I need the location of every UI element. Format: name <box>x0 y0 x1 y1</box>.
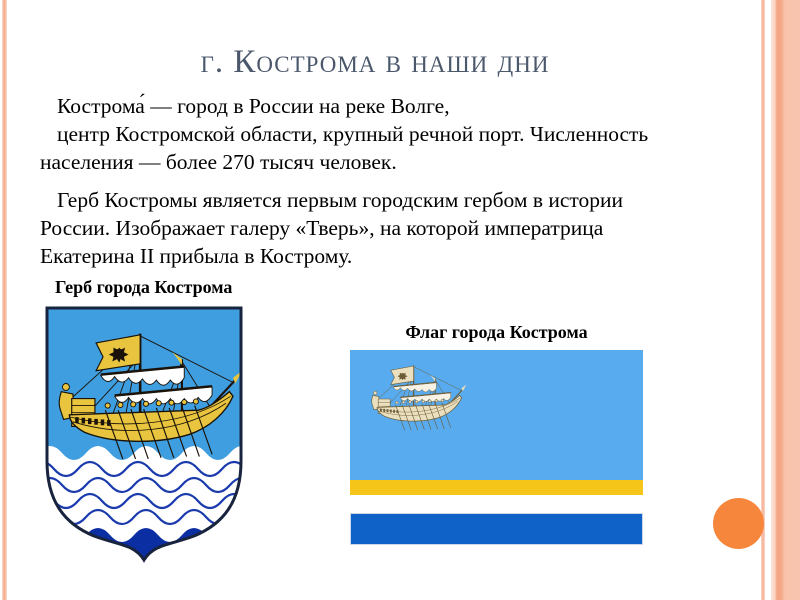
coat-of-arms-caption: Герб города Кострома <box>55 277 233 297</box>
body-line: центр Костромской области, крупный речной порт. Численность <box>57 122 649 146</box>
slide-title: г. Кострома в наши дни <box>200 44 550 80</box>
body-line: Герб Костромы является первым городским гербом в истории <box>57 188 624 212</box>
flag-field <box>350 350 643 480</box>
right-edge-stripe <box>761 0 765 600</box>
flag-image <box>350 350 643 545</box>
right-edge-band <box>771 0 800 600</box>
slide-body <box>40 92 764 270</box>
coat-of-arms-image <box>42 303 246 563</box>
body-line: населения — более 270 тысяч человек. <box>40 150 397 174</box>
flag-stripe-yellow <box>350 480 643 495</box>
left-edge-stripe <box>2 0 7 600</box>
flag-stripe-blue <box>350 513 643 545</box>
body-line: Екатерина II прибыла в Кострому. <box>40 244 353 268</box>
body-line: Кострома́ — город в России на реке Волге, <box>57 94 450 118</box>
galley-ship-icon <box>372 365 467 430</box>
body-line: России. Изображает галеру «Тверь», на которой императрица <box>40 216 604 240</box>
flag-caption: Флаг города Кострома <box>405 322 588 342</box>
flag-stripe-white <box>350 495 643 513</box>
accent-circle <box>713 498 764 549</box>
